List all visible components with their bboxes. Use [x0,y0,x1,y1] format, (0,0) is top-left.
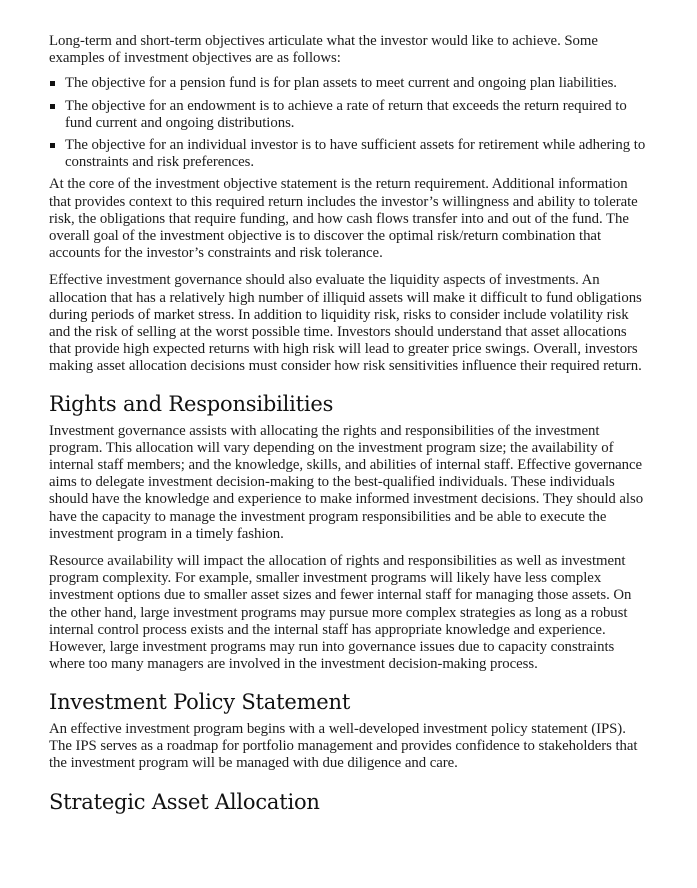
list-item [49,98,649,132]
objectives-list [49,75,649,171]
list-item-text: The objective for a pension fund is for plan assets to meet current and ongoing plan liabilities. [65,75,617,92]
paragraph-liquidity: Effective investment governance should also evaluate the liquidity aspects of investments. An allocation that has a relatively high number of illiquid assets will make it difficult to fund obligations during periods of market stress. In addition to liquidity risk, risks to consider include volatility risk and the risk of selling at the worst possible time. Investors should understand that asset allocations that provide high expected returns with high risk will lead to greater price swings. Overall, investors making asset allocation decisions must consider how risk sensitivities influence their required return. [49,272,642,375]
paragraph-return-requirement: At the core of the investment objective statement is the return requirement. Additional information that provides context to this required return includes the investor’s willingness and ability to tolerate risk, the obligations that require funding, and how cash flows transfer into and out of the fund. The overall goal of the investment objective is to discover the optimal risk/return combination that accounts for the investor’s constraints and risk tolerance. [49,176,638,262]
list-item [49,137,649,171]
section-heading-investment-policy-statement: Investment Policy Statement [49,689,351,714]
bullet-square-icon [50,104,55,109]
section-heading-rights-and-responsibilities: Rights and Responsibilities [49,391,334,416]
bullet-square-icon [50,81,55,86]
section-heading-strategic-asset-allocation: Strategic Asset Allocation [49,790,320,815]
paragraph-objectives-intro: Long-term and short-term objectives articulate what the investor would like to achieve. Some examples of investment objectives are as follows: [49,33,598,67]
paragraph-rights-allocation: Investment governance assists with allocating the rights and responsibilities of the investment program. This allocation will vary depending on the investment program size; the availability of internal staff members; and the knowledge, skills, and abilities of internal staff. Effective governance aims to delegate investment decision-making to the best-qualified individuals. These individuals should have the knowledge and experience to make informed investment decisions. They should also have the capacity to manage the investment program responsibilities and be able to execute the investment program in a timely fashion. [49,422,644,542]
list-item-text: The objective for an endowment is to achieve a rate of return that exceeds the return required to fund current and ongoing distributions. [65,97,627,131]
bullet-square-icon [50,143,55,148]
paragraph-ips: An effective investment program begins with a well-developed investment policy statement (IPS). The IPS serves as a roadmap for portfolio management and provides confidence to stakeholders that the investment program will be managed with due diligence and care. [49,720,638,771]
list-item-text: The objective for an individual investor is to have sufficient assets for retirement while adhering to constraints and risk preferences. [65,137,646,171]
list-item [49,75,649,92]
paragraph-resource-availability: Resource availability will impact the allocation of rights and responsibilities as well as investment program complexity. For example, smaller investment programs will likely have less complex investment options due to smaller asset sizes and fewer internal staff for managing those assets. On the other hand, large investment programs may pursue more complex strategies as long as a robust internal control process exists and the internal staff has appropriate knowledge and experience. However, large investment programs may run into governance issues due to capacity constraints where too many managers are involved in the investment decision-making process. [49,553,632,673]
